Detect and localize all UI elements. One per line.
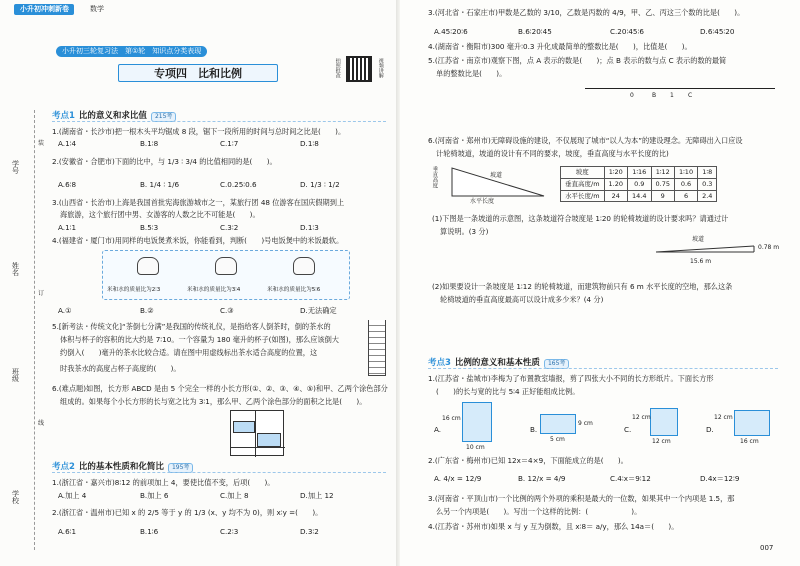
kp1-name: 比的意义和求比值 bbox=[78, 111, 147, 121]
q4-option-b: B.② bbox=[140, 306, 154, 315]
r-q6-sub2-line2: 轮椅坡道的垂直高度最高可以设计成多少米？(4 分) bbox=[440, 295, 604, 304]
kp3-q2-option-c: C.4∶x＝9∶12 bbox=[610, 474, 651, 483]
ramp-table-cell: 14.4 bbox=[628, 190, 651, 202]
kp2-name: 比的基本性质和化简比 bbox=[78, 462, 164, 472]
ramp-table-row bbox=[561, 190, 717, 202]
rice-cooker-3 bbox=[293, 257, 315, 275]
kp2-q1-option-a: A.加上 4 bbox=[58, 491, 87, 500]
section-title: 专项四 比和比例 bbox=[154, 67, 242, 80]
kp2-q2-option-c: C.2∶3 bbox=[220, 527, 239, 536]
ramp-table-body bbox=[561, 167, 717, 202]
q5-line3: 约倒入( )毫升的茶水比较合适。请在图中用虚线标出茶水适合高度的位置，这 bbox=[60, 348, 318, 357]
kp2-q2: 2.(浙江省・温州市)已知 x 的 2/5 等于 y 的 1/3 (x、y 均不为 0)，则 x∶y =( )。 bbox=[52, 508, 323, 517]
ramp-horizontal-label: 水平长度 bbox=[470, 198, 495, 205]
ramp-table-cell: 6 bbox=[674, 190, 697, 202]
r-q3: 3.(河北省・石家庄市)甲数是乙数的 3/10，乙数是丙数的 4/9，甲、乙、丙这三个数的比是( )。 bbox=[428, 8, 745, 17]
r-q4: 4.(湖南省・衡阳市)300 毫升∶0.3 升化成最简单的整数比是( )，比值是( )。 bbox=[428, 42, 692, 51]
kp3-name: 比例的意义和基本性质 bbox=[454, 358, 540, 368]
q4-option-c: C.③ bbox=[220, 306, 234, 315]
ramp-table-cell: 1∶20 bbox=[604, 167, 627, 179]
review-tag bbox=[56, 46, 207, 57]
kp2-q2-option-a: A.6∶1 bbox=[58, 527, 77, 536]
rect-option-d: D. bbox=[706, 425, 714, 434]
q2-option-a: A.6∶8 bbox=[58, 180, 77, 189]
cooker-caption-2: 米和水的质量比为3∶4 bbox=[187, 287, 241, 293]
sidebar-class: 班级 bbox=[11, 368, 20, 382]
q3-option-b: B.5∶3 bbox=[140, 223, 159, 232]
r-q6-sub1: (1)下图是一条坡道的示意图，这条坡道符合坡度是 1∶20 的轮椅坡道的设计要求吗？请通过计 bbox=[432, 214, 729, 223]
header-logo: 小升初冲刺新卷 bbox=[20, 5, 69, 13]
ramp-table bbox=[560, 166, 717, 202]
rect-b-width: 5 cm bbox=[550, 436, 565, 443]
slope-line bbox=[656, 246, 754, 252]
q2: 2.(安徽省・合肥市)下面的比中，与 1/3 ∶ 3/4 的比值相同的是( )。 bbox=[52, 157, 277, 166]
q3-line2: 海旅游，这个旅行团中男、女游客的人数之比不可能是( )。 bbox=[60, 210, 260, 219]
ramp-vertical-label: 垂直高度 bbox=[431, 166, 438, 188]
section-title-box bbox=[118, 64, 278, 82]
kp3-q2-option-d: D.4x＝12∶9 bbox=[700, 474, 740, 483]
rect-a bbox=[462, 402, 492, 442]
sidebar-school: 学校 bbox=[11, 490, 20, 504]
r-q3-option-c: C.20∶45∶6 bbox=[610, 27, 644, 36]
ramp-table-cell: 1∶16 bbox=[628, 167, 651, 179]
kp2-q1-option-b: B.加上 6 bbox=[140, 491, 169, 500]
q2-option-d: D. 1/3 ∶ 1/2 bbox=[300, 180, 340, 189]
kp2-q1: 1.(浙江省・嘉兴市)8∶12 的前项加上 4，要使比值不变，后项( )。 bbox=[52, 478, 275, 487]
kp3-q2: 2.(广东省・梅州市)已知 12x＝4×9，下面能成立的是( )。 bbox=[428, 456, 628, 465]
kp3-title: 考点3 bbox=[428, 358, 451, 368]
r-q6-sub2: (2)如果要设计一条坡度是 1∶12 的轮椅坡道，而建筑物前只有 6 m 水平长度的空地，那么这条 bbox=[432, 282, 733, 291]
cut-mark-2: 订 bbox=[38, 290, 45, 297]
q3-option-a: A.1∶1 bbox=[58, 223, 77, 232]
q5: 5.[新考法・传统文化]“茶倒七分满”是我国的传统礼仪，是指给客人倒茶时，倒的茶水的 bbox=[52, 322, 331, 331]
rect-c bbox=[650, 408, 678, 436]
ramp-table-cell: 1∶10 bbox=[674, 167, 697, 179]
cooker-caption-3: 米和水的质量比为5∶6 bbox=[267, 287, 321, 293]
rect-c-width: 12 cm bbox=[652, 438, 671, 445]
kp2-q2-option-d: D.3∶2 bbox=[300, 527, 319, 536]
cut-mark-3: 线 bbox=[38, 420, 45, 427]
page-number: 007 bbox=[760, 544, 774, 552]
kp3-rule bbox=[428, 368, 778, 369]
kp2-q1-option-d: D.加上 12 bbox=[300, 491, 334, 500]
number-line-0: 0 bbox=[630, 92, 634, 99]
ramp-table-row bbox=[561, 167, 717, 179]
qr-code[interactable] bbox=[346, 56, 372, 82]
q1-option-a: A.1∶4 bbox=[58, 139, 77, 148]
q4: 4.(福建省・厦门市)用同样的电饭煲煮米饭，你能看到，判断( )号电饭煲中的米饭最软。 bbox=[52, 236, 344, 245]
kp3-q2-option-b: B. 12/x = 4/9 bbox=[518, 474, 566, 483]
ramp-table-cell: 坡度 bbox=[561, 167, 605, 179]
shaded-part-jia bbox=[233, 421, 255, 433]
q4-option-d: D.无法确定 bbox=[300, 306, 337, 315]
rect-d bbox=[734, 410, 770, 436]
ramp-table-cell: 水平长度/m bbox=[561, 190, 605, 202]
rect-a-height: 16 cm bbox=[442, 415, 461, 422]
number-line-c: C bbox=[688, 92, 693, 99]
rect-b-height: 9 cm bbox=[578, 420, 593, 427]
ramp-table-cell: 1∶8 bbox=[698, 167, 717, 179]
q3: 3.(山西省・长治市)上海是我国首批宪海旅游城市之一，某旅行团 48 位游客在国庆假期到上 bbox=[52, 198, 345, 207]
kp3-q1-line2: ( )的长与宽的比与 5∶4 正好能组成比例。 bbox=[436, 387, 580, 396]
kp1-rule bbox=[52, 121, 386, 122]
rice-cooker-1 bbox=[137, 257, 159, 275]
ramp-table-row bbox=[561, 178, 717, 190]
inner-rect-1 bbox=[255, 411, 256, 457]
shaded-part-yi bbox=[257, 433, 281, 447]
kp3-q2-option-a: A. 4/x = 12/9 bbox=[434, 474, 482, 483]
slope-length-label: 15.6 m bbox=[690, 258, 712, 265]
kp3-q1: 1.(江苏省・盐城市)李梅为了布置教室墙报，剪了四张大小不同的长方形纸片。下面长方形 bbox=[428, 374, 714, 383]
kp1-badge: 215考 bbox=[151, 112, 176, 122]
r-q5-line2: 单的整数比是( )。 bbox=[436, 69, 507, 78]
rice-cooker-figure bbox=[102, 250, 350, 300]
rice-cooker-2 bbox=[215, 257, 237, 275]
number-line-b: B bbox=[652, 92, 657, 99]
q2-option-b: B. 1/4 ∶ 1/6 bbox=[140, 180, 180, 189]
ramp-table-cell: 0.75 bbox=[651, 178, 674, 190]
sidebar-name: 姓名 bbox=[11, 262, 20, 276]
q1-option-b: B.1∶8 bbox=[140, 139, 159, 148]
kp3-q4: 4.(江苏省・苏州市)如果 x 与 y 互为倒数，且 x∶8＝ a/y，那么 14a＝( )。 bbox=[428, 522, 679, 531]
r-q3-option-a: A.45∶20∶6 bbox=[434, 27, 468, 36]
r-q5: 5.(江苏省・南京市)观察下图，点 A 表示的数是( )；点 B 表示的数与点 C 表示的数的最简 bbox=[428, 56, 727, 65]
ramp-table-cell: 1.20 bbox=[604, 178, 627, 190]
binding-line bbox=[34, 110, 35, 550]
ramp-table-cell: 0.3 bbox=[698, 178, 717, 190]
kp1-title: 考点1 bbox=[52, 111, 75, 121]
kp3-q3: 3.(河南省・平顶山市)一个比例的两个外项的乘积是最大的一位数，如果其中一个内项是 1.5，那 bbox=[428, 494, 735, 503]
cut-mark-1: 装 bbox=[38, 140, 45, 147]
rectangle-abcd-figure bbox=[230, 410, 284, 456]
r-q3-option-d: D.6∶45∶20 bbox=[700, 27, 735, 36]
q3-option-c: C.3∶2 bbox=[220, 223, 239, 232]
r-q3-option-b: B.6∶20∶45 bbox=[518, 27, 552, 36]
right-page bbox=[400, 0, 800, 566]
inner-rect-2 bbox=[231, 447, 285, 448]
q5-line4: 时我茶水的高度占杯子高度的( )。 bbox=[60, 364, 181, 373]
header-subject: 数学 bbox=[90, 5, 104, 13]
ramp-table-cell: 2.4 bbox=[698, 190, 717, 202]
q3-option-d: D.1∶3 bbox=[300, 223, 319, 232]
rect-option-c: C. bbox=[624, 425, 632, 434]
ramp-table-cell: 0.6 bbox=[674, 178, 697, 190]
review-tag-text: 小升初三轮复习法 第①轮 知识点分类表现 bbox=[62, 47, 202, 55]
rect-d-height: 12 cm bbox=[714, 414, 733, 421]
ramp-table-cell: 垂直高度/m bbox=[561, 178, 605, 190]
kp3-q3-line2: 么另一个内项是( )。写出一个这样的比例：( )。 bbox=[436, 507, 642, 516]
qr-caption-right: 视频讲解 bbox=[377, 58, 384, 78]
q1-option-d: D.1∶8 bbox=[300, 139, 319, 148]
r-q6: 6.(河南省・郑州市)无障碍设施的建设，不仅展现了城市“以人为本”的建设理念。无障碍出入口应设 bbox=[428, 136, 743, 145]
kp2-q1-option-c: C.加上 8 bbox=[220, 491, 249, 500]
rect-option-a: A. bbox=[434, 425, 442, 434]
q5-line2: 体积与杯子的容积的比大约是 7∶10。一个容量为 180 毫升的杯子(如图)，那么应该倒大 bbox=[60, 335, 339, 344]
slope-height-label: 0.78 m bbox=[758, 244, 780, 251]
cooker-caption-1: 米和水的质量比为2∶3 bbox=[107, 287, 161, 293]
ramp-table-cell: 24 bbox=[604, 190, 627, 202]
q6: 6.(难点题)如图，长方形 ABCD 是由 5 个完全一样的小长方形(①、②、③、④、⑤)和甲、乙两个涂色部分 bbox=[52, 384, 388, 393]
number-line bbox=[585, 88, 775, 89]
r-q6-sub1-line2: 算说明。(3 分) bbox=[440, 227, 489, 236]
ramp-table-cell: 9 bbox=[651, 190, 674, 202]
rect-d-width: 16 cm bbox=[740, 438, 759, 445]
kp2-rule bbox=[52, 472, 386, 473]
ramp-table-cell: 0.9 bbox=[628, 178, 651, 190]
qr-caption-left: 拍照批改 bbox=[334, 58, 341, 78]
ramp-table-cell: 1∶12 bbox=[651, 167, 674, 179]
rect-c-height: 12 cm bbox=[632, 414, 651, 421]
r-q6-line2: 计轮椅坡道，坡道的设计有不同的要求，坡度，垂直高度与水平长度的比) bbox=[436, 149, 669, 158]
rect-option-b: B. bbox=[530, 425, 538, 434]
q2-option-c: C.0.25∶0.6 bbox=[220, 180, 257, 189]
slope-label: 坡道 bbox=[692, 236, 705, 243]
ramp-slope-label: 坡道 bbox=[490, 172, 503, 179]
q4-option-a: A.① bbox=[58, 306, 72, 315]
q1: 1.(湖南省・长沙市)把一根木头平均锯成 8 段，锯下一段所用的时间与总时间之比是( )。 bbox=[52, 127, 346, 136]
rect-a-width: 10 cm bbox=[466, 444, 485, 451]
q1-option-c: C.1∶7 bbox=[220, 139, 239, 148]
number-line-1: 1 bbox=[670, 92, 674, 99]
kp2-badge: 195考 bbox=[168, 463, 193, 473]
kp2-title: 考点2 bbox=[52, 462, 75, 472]
kp2-q2-option-b: B.1∶6 bbox=[140, 527, 159, 536]
q6-line2: 组成的。如果每个小长方形的长与宽之比为 3∶1，那么甲、乙两个涂色部分的面积之比是( )。 bbox=[60, 397, 367, 406]
rect-b bbox=[540, 414, 576, 434]
cup-figure bbox=[368, 320, 386, 376]
kp3-badge: 165考 bbox=[544, 359, 569, 369]
sidebar-student-id: 学号 bbox=[11, 160, 20, 174]
